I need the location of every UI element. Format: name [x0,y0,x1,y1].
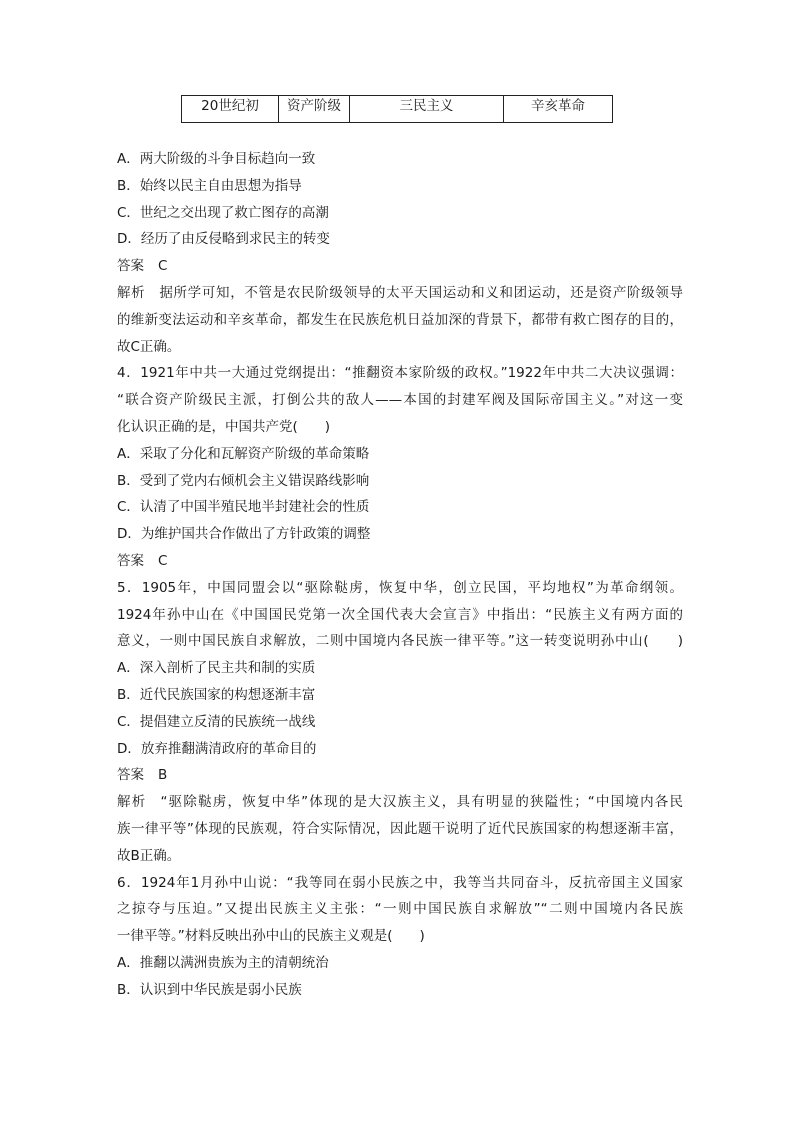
analysis-text: “驱除鞑虏，恢复中华”体现的是大汉族主义，具有明显的狭隘性；“中国境内各民 [160,794,684,811]
q5-option-c: C．提倡建立反清的民族统一战线 [117,713,316,730]
q3-option-d: D．经历了由反侵略到求民主的转变 [117,231,330,248]
q4-option-a: A．采取了分化和瓦解资产阶级的革命策略 [117,445,370,462]
q4-option-c: C．认清了中国半殖民地半封建社会的性质 [117,499,370,516]
table-cell: 20世纪初 [182,96,279,123]
q3-option-b: B．始终以民主自由思想为指导 [117,177,302,194]
q4-stem-line-3: 化认识正确的是，中国共产党( ) [117,418,331,435]
answer-label: 答案 [117,767,144,784]
q4-option-d: D．为维护国共合作做出了方针政策的调整 [117,526,371,543]
q3-analysis-line-1 [117,280,683,307]
q4-stem-line-2: “联合资产阶级民主派，打倒公共的敌人——本国的封建军阀及国际帝国主义。”对这一变 [117,392,683,409]
q5-option-b: B．近代民族国家的构想逐渐丰富 [117,686,316,703]
question-content [117,146,683,1004]
analysis-label: 解析 [117,284,146,301]
table-cell: 辛亥革命 [504,96,613,123]
q5-stem-line-3: 意义，一则中国民族自求解放，二则中国境内各民族一律平等。”这一转变说明孙中山( ) [117,633,683,650]
q5-stem-line-1: 5．1905年，中国同盟会以“驱除鞑虏，恢复中华，创立民国，平均地权”为革命纲领。 [117,579,683,596]
q5-analysis-line-2: 族一律平等”体现的民族观，符合实际情况，因此题干说明了近代民族国家的构想逐渐丰富， [117,820,683,837]
q4-answer [117,548,683,575]
q3-option-c: C．世纪之交出现了救亡图存的高潮 [117,204,329,221]
q5-option-d: D．放弃推翻满清政府的革命目的 [117,740,317,757]
table-cell: 三民主义 [350,96,504,123]
q5-answer [117,762,683,789]
analysis-label: 解析 [117,794,147,811]
q3-option-a: A．两大阶级的斗争目标趋向一致 [117,151,316,167]
q3-answer [117,253,683,280]
q3-analysis-line-2: 的维新变法运动和辛亥革命，都发生在民族危机日益加深的背景下，都带有救亡图存的目的， [117,311,683,328]
answer-value: C [158,552,168,569]
q6-option-a: A．推翻以满洲贵族为主的清朝统治 [117,954,329,971]
answer-value: C [158,258,168,275]
q4-stem-line-1: 4．1921年中共一大通过党纲提出：“推翻资本家阶级的政权。”1922年中共二大决议强调： [117,365,683,382]
q5-stem-line-2: 1924年孙中山在《中国国民党第一次全国代表大会宣言》中指出：“民族主义有两方面的 [117,606,683,623]
answer-table [181,95,613,123]
q3-analysis-line-3: 故C正确。 [117,338,181,355]
answer-label: 答案 [117,552,144,569]
table-cell: 资产阶级 [279,96,350,123]
q4-option-b: B．受到了党内右倾机会主义错误路线影响 [117,472,370,489]
table-row [182,96,613,123]
q6-option-b: B．认识到中华民族是弱小民族 [117,981,302,998]
q5-analysis-line-1 [117,789,683,816]
q6-stem-line-3: 一律平等。”材料反映出孙中山的民族主义观是( ) [117,928,425,945]
analysis-text: 据所学可知，不管是农民阶级领导的太平天国运动和义和团运动，还是资产阶级领导 [159,284,684,301]
q6-stem-line-1: 6．1924年1月孙中山说：“我等同在弱小民族之中，我等当共同奋斗，反抗帝国主义国家 [117,874,683,891]
q5-analysis-line-3: 故B正确。 [117,847,181,864]
answer-label: 答案 [117,258,144,275]
answer-value: B [158,767,168,784]
q5-option-a: A．深入剖析了民主共和制的实质 [117,660,316,677]
q6-stem-line-2: 之掠夺与压迫。”又提出民族主义主张：“一则中国民族自求解放”“二则中国境内各民族 [117,901,683,918]
